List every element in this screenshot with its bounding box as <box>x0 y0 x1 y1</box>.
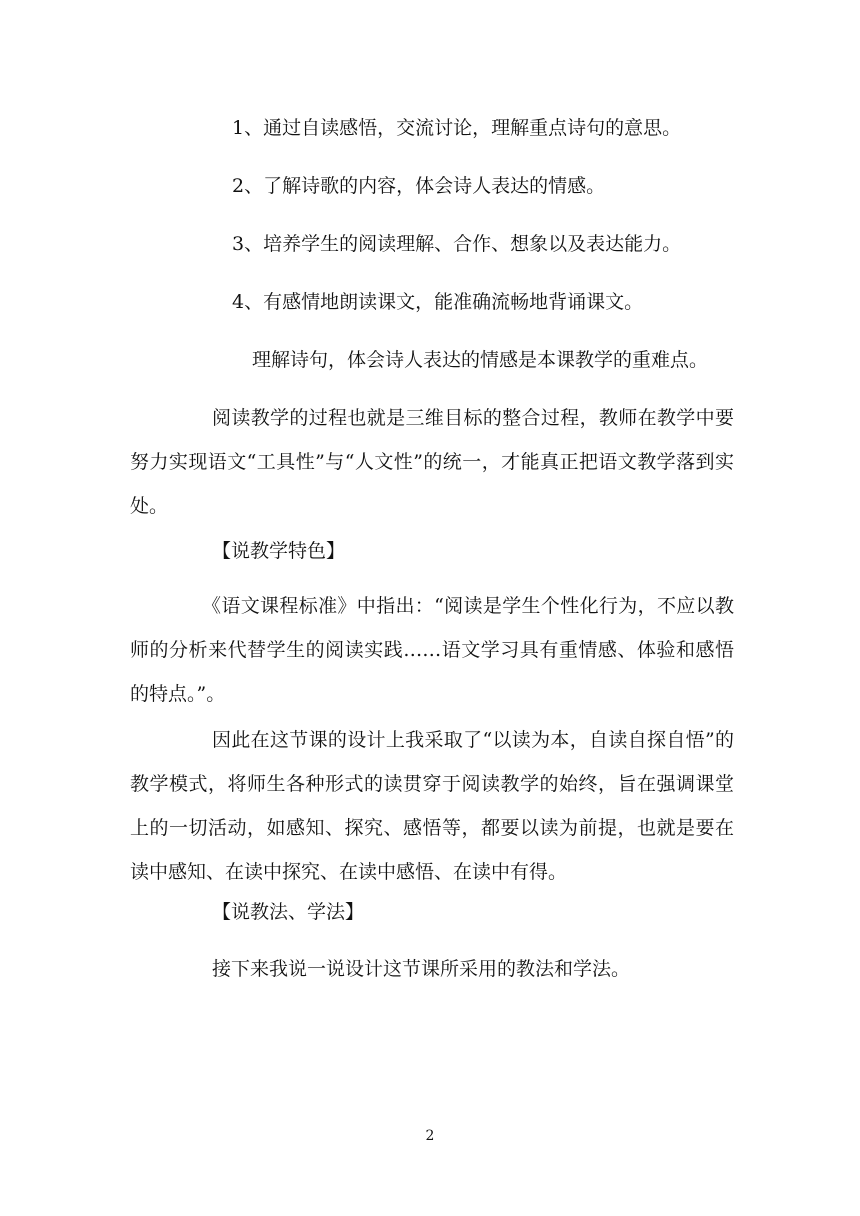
paragraph-teaching-design: 因此在这节课的设计上我采取了“以读为本，自读自探自悟”的教学模式，将师生各种形式的读贯穿于阅读教学的始终，旨在强调课堂上的一切活动，如感知、探究、感悟等，都要以读为前提，也就是要在读中感知、在读中探究、在读中感悟、在读中有得。 <box>130 729 734 883</box>
objective-2: 2、了解诗歌的内容，体会诗人表达的情感。 <box>232 175 606 197</box>
methods-intro: 接下来我说一说设计这节课所采用的教法和学法。 <box>212 958 631 980</box>
objective-3: 3、培养学生的阅读理解、合作、想象以及表达能力。 <box>232 233 682 255</box>
objective-4: 4、有感情地朗读课文，能准确流畅地背诵课文。 <box>232 291 644 313</box>
objective-1: 1、通过自读感悟，交流讨论，理解重点诗句的意思。 <box>232 117 682 139</box>
heading-methods: 【说教法、学法】 <box>212 901 365 923</box>
paragraph-curriculum-standard: 《语文课程标准》中指出：“阅读是学生个性化行为，不应以教师的分析来代替学生的阅读实践……语文学习具有重情感、体验和感悟的特点。”。 <box>130 595 734 705</box>
key-point: 理解诗句，体会诗人表达的情感是本课教学的重难点。 <box>252 349 709 371</box>
paragraph-teaching-process: 阅读教学的过程也就是三维目标的整合过程，教师在教学中要努力实现语文“工具性”与“人文性”的统一，才能真正把语文教学落到实处。 <box>130 407 734 517</box>
page-number: 2 <box>425 1128 435 1144</box>
heading-teaching-features: 【说教学特色】 <box>212 540 346 562</box>
